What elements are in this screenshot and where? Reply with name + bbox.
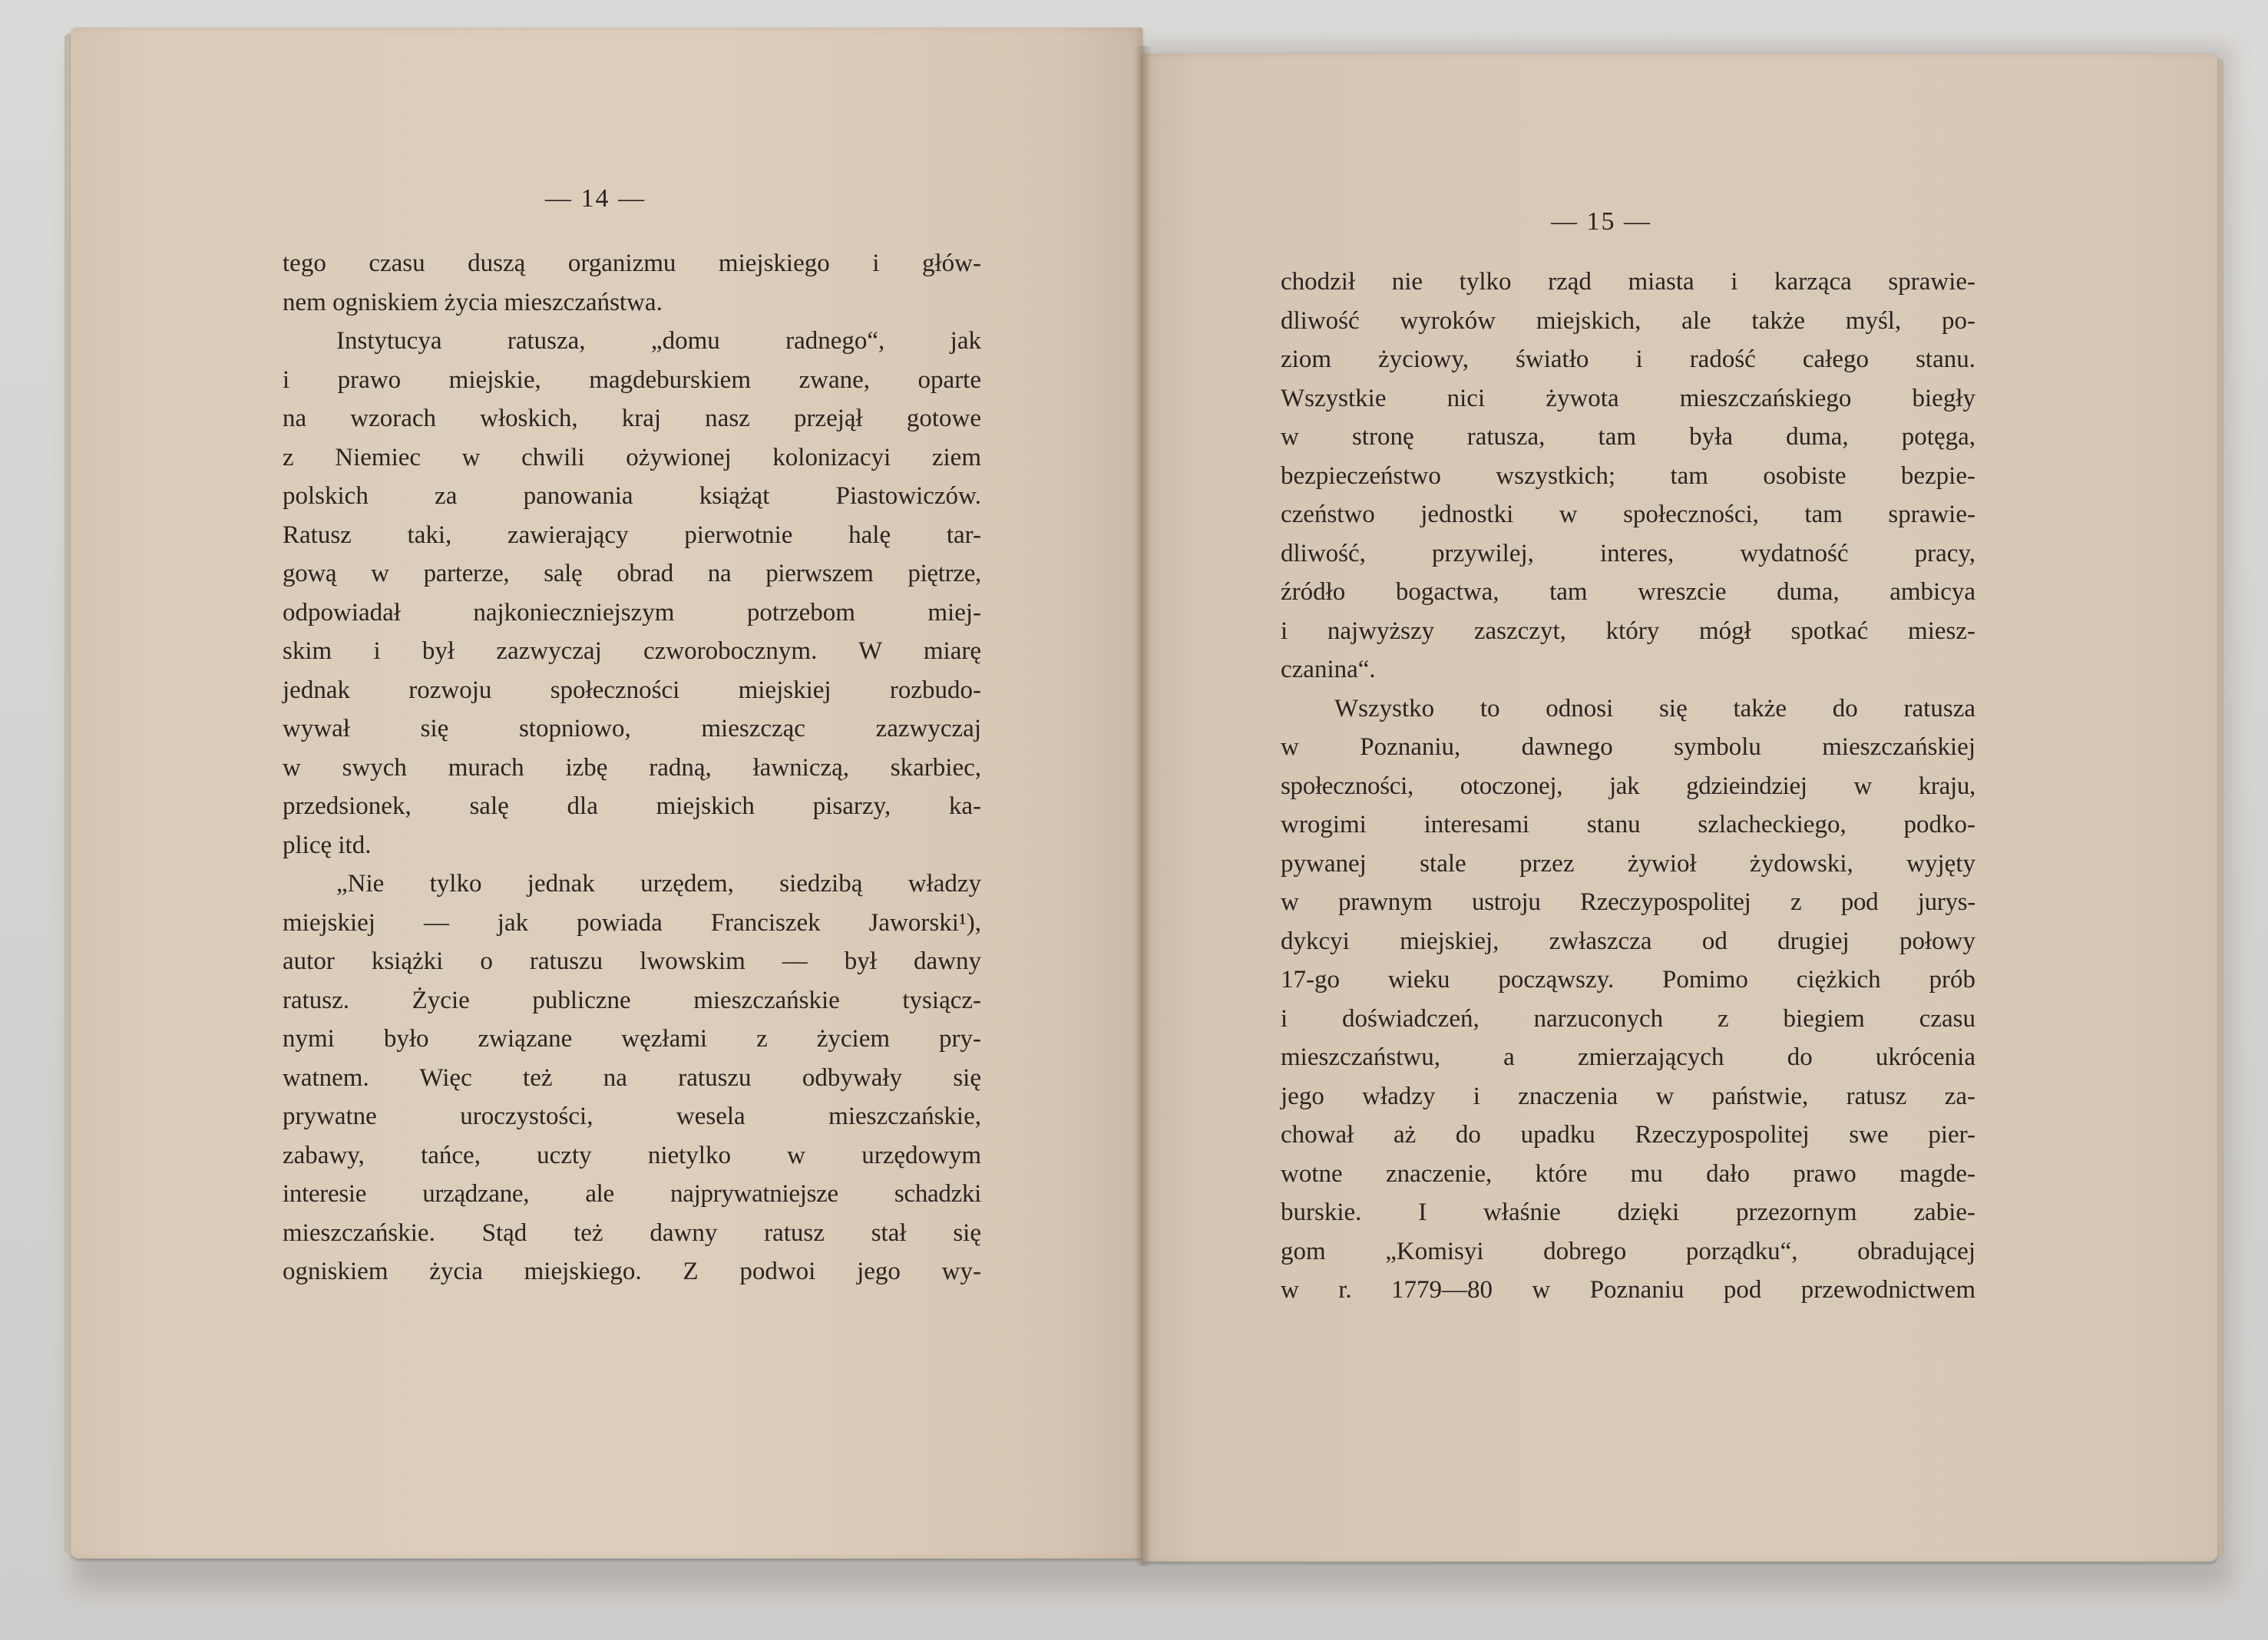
- text-line: ogniskiem życia miejskiego. Z podwoi jego wy-: [283, 1258, 981, 1285]
- text-line: chodził nie tylko rząd miasta i karząca sprawie-: [1281, 268, 1975, 296]
- text-line: polskich za panowania książąt Piastowiczów.: [283, 482, 981, 510]
- text-line: źródło bogactwa, tam wreszcie duma, ambicya: [1281, 578, 1975, 606]
- text-line: skim i był zazwyczaj czworobocznym. W miarę: [283, 637, 981, 665]
- text-line: w r. 1779—80 w Poznaniu pod przewodnictwem: [1281, 1276, 1975, 1304]
- text-line: bezpieczeństwo wszystkich; tam osobiste bezpie-: [1281, 461, 1975, 490]
- right-page-number: — 15 —: [1551, 207, 1651, 236]
- text-line: odpowiadał najkonieczniejszym potrzebom miej-: [283, 598, 981, 627]
- text-line: wywał się stopniowo, mieszcząc zazwyczaj: [283, 715, 981, 742]
- text-line: i najwyższy zaszczyt, który mógł spotkać miesz-: [1281, 617, 1975, 645]
- text-line: i doświadczeń, narzuconych z biegiem czasu: [1281, 1004, 1975, 1033]
- text-line: w stronę ratusza, tam była duma, potęga,: [1281, 423, 1975, 451]
- text-line: zabawy, tańce, uczty nietylko w urzędowym: [283, 1141, 981, 1169]
- text-line: z Niemiec w chwili ożywionej kolonizacyi ziem: [283, 443, 981, 471]
- text-line: w prawnym ustroju Rzeczypospolitej z pod jurys-: [1281, 888, 1975, 916]
- text-line: w Poznaniu, dawnego symbolu mieszczańskiej: [1281, 733, 1975, 761]
- text-line: chował aż do upadku Rzeczypospolitej swe pier-: [1281, 1121, 1975, 1149]
- text-line: przedsionek, salę dla miejskich pisarzy, ka-: [283, 792, 981, 820]
- text-line: pywanej stale przez żywioł żydowski, wyjęty: [1281, 849, 1975, 878]
- text-line: gom „Komisyi dobrego porządku“, obradującej: [1281, 1237, 1975, 1265]
- text-line: w swych murach izbę radną, ławniczą, skarbiec,: [283, 753, 981, 782]
- book-spine: [1135, 46, 1152, 1566]
- text-line: mieszczańskie. Stąd też dawny ratusz stał się: [283, 1218, 981, 1247]
- text-line: społeczności, otoczonej, jak gdzieindziej w kraju,: [1281, 772, 1975, 800]
- text-line: prywatne uroczystości, wesela mieszczańskie,: [283, 1103, 981, 1130]
- text-line: watnem. Więc też na ratuszu odbywały się: [283, 1063, 981, 1092]
- right-page-text: [1281, 263, 1975, 1310]
- text-line: Instytucya ratusza, „domu radnego“, jak: [336, 327, 981, 355]
- text-line: wrogimi interesami stanu szlacheckiego, podko-: [1281, 811, 1975, 838]
- text-line: czanina“.: [1281, 656, 1376, 683]
- text-line: Ratusz taki, zawierający pierwotnie halę tar-: [283, 521, 981, 549]
- text-line: gową w parterze, salę obrad na pierwszem piętrze,: [283, 560, 981, 587]
- text-line: jednak rozwoju społeczności miejskiej rozbudo-: [283, 676, 981, 704]
- text-line: wotne znaczenie, które mu dało prawo magde-: [1281, 1159, 1975, 1188]
- text-line: 17-go wieku począwszy. Pomimo ciężkich prób: [1281, 966, 1975, 994]
- text-line: miejskiej — jak powiada Franciszek Jaworski¹),: [283, 908, 981, 937]
- text-line: burskie. I właśnie dzięki przezornym zabie-: [1281, 1199, 1975, 1226]
- left-page-number: — 14 —: [545, 184, 646, 213]
- text-line: czeństwo jednostki w społeczności, tam sprawie-: [1281, 501, 1975, 528]
- left-page-text: [283, 244, 981, 1291]
- text-line: dliwość wyroków miejskich, ale także myśl, po-: [1281, 306, 1975, 335]
- text-line: nem ogniskiem życia mieszczaństwa.: [283, 288, 663, 316]
- text-line: mieszczaństwu, a zmierzających do ukrócenia: [1281, 1043, 1975, 1071]
- text-line: ziom życiowy, światło i radość całego stanu.: [1281, 346, 1975, 373]
- text-line: jego władzy i znaczenia w państwie, ratusz za-: [1281, 1082, 1975, 1110]
- text-line: interesie urządzane, ale najprywatniejsze schadzki: [283, 1180, 981, 1208]
- text-line: dykcyi miejskiej, zwłaszcza od drugiej połowy: [1281, 927, 1975, 955]
- text-line: Wszystkie nici żywota mieszczańskiego biegły: [1281, 384, 1975, 412]
- text-line: dliwość, przywilej, interes, wydatność pracy,: [1281, 539, 1975, 567]
- text-line: i prawo miejskie, magdeburskiem zwane, oparte: [283, 365, 981, 394]
- text-line: tego czasu duszą organizmu miejskiego i głów-: [283, 250, 981, 277]
- text-line: autor książki o ratuszu lwowskim — był dawny: [283, 947, 981, 975]
- text-line: na wzorach włoskich, kraj nasz przejął gotowe: [283, 405, 981, 432]
- text-line: plicę itd.: [283, 831, 372, 859]
- text-line: ratusz. Życie publiczne mieszczańskie tysiącz-: [283, 986, 981, 1014]
- text-line: nymi było związane węzłami z życiem pry-: [283, 1025, 981, 1053]
- text-line: „Nie tylko jednak urzędem, siedzibą władzy: [336, 870, 981, 898]
- text-line: Wszystko to odnosi się także do ratusza: [1334, 694, 1975, 722]
